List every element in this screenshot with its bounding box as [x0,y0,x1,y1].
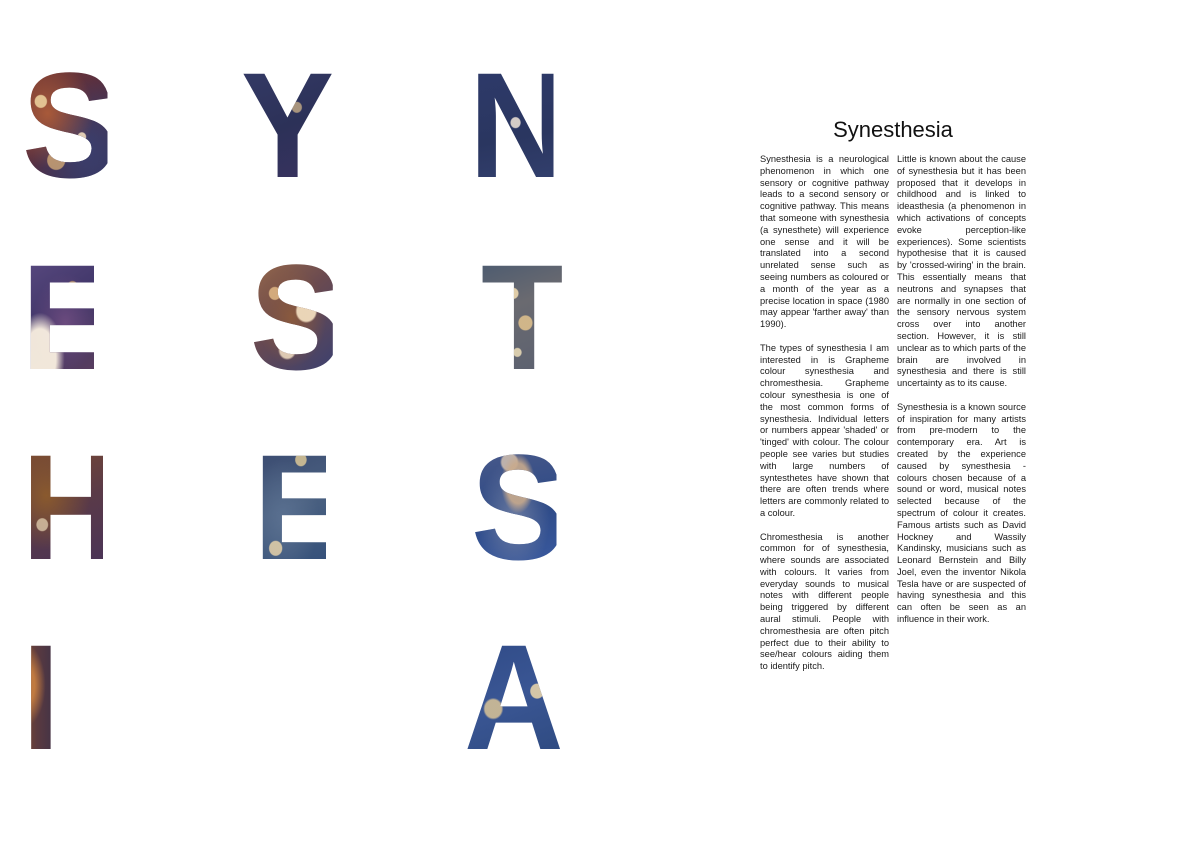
paragraph: Synesthesia is a known source of inspiration for many artists from pre-modern to the contemporary era. Art is created by the experience caused by synesthesia - colours chosen because of a sound or word, musical notes selected because of the spectrum of colour it creates. Famous artists such as David Hockney and Wassily Kandinsky, musicians such as Leonard Bernstein and Billy Joel, even the inventor Nikola Tesla have or are suspected of having synesthesia and this can often be seen as an influence in their work. [897,401,1026,625]
text-column-2 [897,154,1026,638]
big-letter-s-1: S [22,41,118,209]
big-letter-s-2: S [250,233,343,401]
paragraph: The types of synesthesia I am interested in is Grapheme colour synesthesia and chromesthesia. Grapheme colour synesthesia is one of the most common forms of synesthesia. Individual letters or numbers appear 'shaded' or 'tinged' with colour. The colour people see varies but studies with large numbers of syntesthetes have shown that there are often trends where letters are commonly related to a colour. [760,342,889,518]
big-letter-t: T [481,233,568,401]
big-letter-e-1: E [22,233,111,401]
paragraph: Synesthesia is a neurological phenomenon in which one sensory or cognitive pathway leads to a second sensory or cognitive pathway. This means that someone with synesthesia (a synesthete) will experience one sense and it will be translated into a second unrelated sense such as seeing numbers as coloured or a month of the year as a precise location in space (1980 may appear 'farther away' than 1990). [760,154,889,330]
big-letter-s-3: S [471,423,567,591]
article-title: Synesthesia [833,117,953,142]
paragraph: Chromesthesia is another common for of synesthesia, where sounds are associated with colours. It varies from everyday sounds to musical notes with different people being triggered by different aural stimuli. People with chromesthesia are often pitch perfect due to their ability to see/hear colours aiding them to identify pitch. [760,531,889,672]
big-letter-h: H [22,423,120,591]
big-letter-i: I [22,613,60,781]
big-letter-y: Y [241,41,335,209]
big-letter-e-2: E [254,423,343,591]
big-letter-a: A [464,613,564,781]
text-column-1 [760,154,889,685]
paragraph: Little is known about the cause of synesthesia but it has been proposed that it develops in childhood and is linked to ideasthesia (a phenomenon in which activations of concepts evoke perception-like experiences). Some scientists hypothesise that it is caused by 'crossed-wiring' in the brain. This essentially means that neutrons and synapses that are normally in one section of the sensory nervous system cross over into another section. However, it is still unclear as to which parts of the brain are involved in synesthesia and there is still uncertainty as to its cause. [897,154,1026,389]
big-letter-n: N [469,41,569,209]
